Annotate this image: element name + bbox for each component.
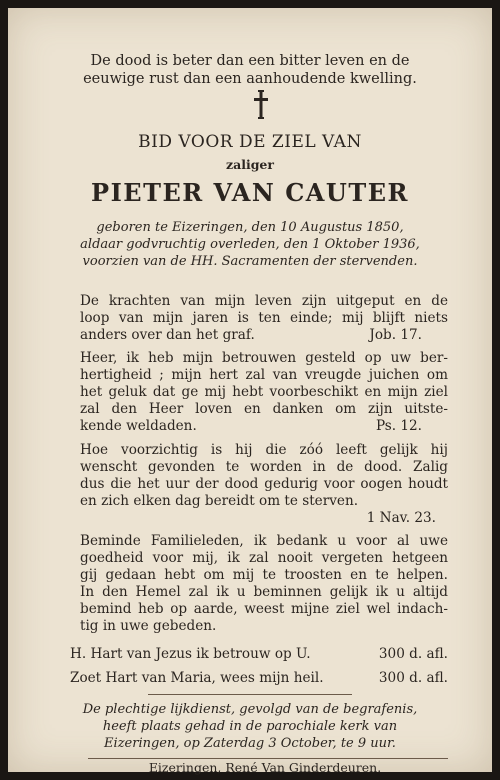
printer-imprint: Eizeringen, René Van Ginderdeuren. xyxy=(148,760,382,775)
zaliger-label: zaliger xyxy=(226,157,274,172)
quote1-reference: Job. 17. xyxy=(369,327,422,343)
indulgence-text: H. Hart van Jezus ik betrouw op U. xyxy=(70,646,311,662)
funeral-line-2: heeft plaats gehad in de parochiale kerk van xyxy=(102,719,398,734)
quote2-line-1: Heer, ik heb mijn betrouwen gesteld op uw ber- xyxy=(80,350,448,366)
farewell-line-3: gij gedaan hebt om mij te troosten en te helpen. xyxy=(80,567,448,583)
indulgence-text: Zoet Hart van Maria, wees mijn heil. xyxy=(70,670,324,686)
bio-line-2: aldaar godvruchtig overleden, den 1 Oktober 1936, xyxy=(80,237,420,252)
indulgence-amount: 300 d. afl. xyxy=(378,646,448,662)
farewell-line-1: Beminde Familieleden, ik bedank u voor al uwe xyxy=(80,533,448,549)
quote2-line-3: het geluk dat ge mij hebt voorbeschikt en mijn ziel xyxy=(80,384,448,400)
epigraph-line-1: De dood is beter dan een bitter leven en de xyxy=(90,53,410,69)
divider xyxy=(148,694,352,695)
memorial-card xyxy=(8,8,492,775)
bio-line-1: geboren te Eizeringen, den 10 Augustus 1850, xyxy=(96,220,404,235)
quote2-line-5: kende weldaden. xyxy=(80,418,197,434)
funeral-line-3: Eizeringen, op Zaterdag 3 October, te 9 uur. xyxy=(104,736,396,751)
quote3-line-4: en zich elken dag bereidt om te sterven. xyxy=(80,493,359,509)
bio-line-3: voorzien van de HH. Sacramenten der stervenden. xyxy=(82,254,418,269)
quote2-reference: Ps. 12. xyxy=(375,418,422,434)
cross-icon xyxy=(252,90,270,120)
quote2-line-2: hertigheid ; mijn hert zal van vreugde juichen om xyxy=(80,367,448,383)
epigraph-line-2: eeuwige rust dan een aanhoudende kwelling. xyxy=(83,71,417,87)
funeral-line-1: De plechtige lijkdienst, gevolgd van de begrafenis, xyxy=(82,702,418,717)
farewell-line-5: bemind heb op aarde, weest mijne ziel wel indach- xyxy=(80,601,448,617)
deceased-name: PIETER VAN CAUTER xyxy=(91,178,409,207)
pray-heading: BID VOOR DE ZIEL VAN xyxy=(138,132,362,152)
quote2-line-4: zal den Heer loven en danken om zijn uitste- xyxy=(80,401,448,417)
quote1-line-3: anders over dan het graf. xyxy=(80,327,255,343)
farewell-line-4: In den Hemel zal ik u beminnen gelijk ik u altijd xyxy=(80,584,448,600)
divider xyxy=(88,758,448,759)
quote1-line-1: De krachten van mijn leven zijn uitgeput en de xyxy=(80,293,448,309)
quote1-line-2: loop van mijn jaren is ten einde; mij blijft niets xyxy=(80,310,448,326)
quote3-reference: 1 Nav. 23. xyxy=(366,510,436,526)
quote3-line-3: dus die het uur der dood gedurig voor oogen houdt xyxy=(80,476,448,492)
indulgence-amount: 300 d. afl. xyxy=(378,670,448,686)
quote3-line-1: Hoe voorzichtig is hij die zóó leeft gelijk hij xyxy=(80,442,448,458)
farewell-line-2: goedheid voor mij, ik zal nooit vergeten hetgeen xyxy=(80,550,448,566)
quote3-line-2: wenscht gevonden te worden in de dood. Zalig xyxy=(80,459,448,475)
farewell-line-6: tig in uwe gebeden. xyxy=(80,618,217,634)
